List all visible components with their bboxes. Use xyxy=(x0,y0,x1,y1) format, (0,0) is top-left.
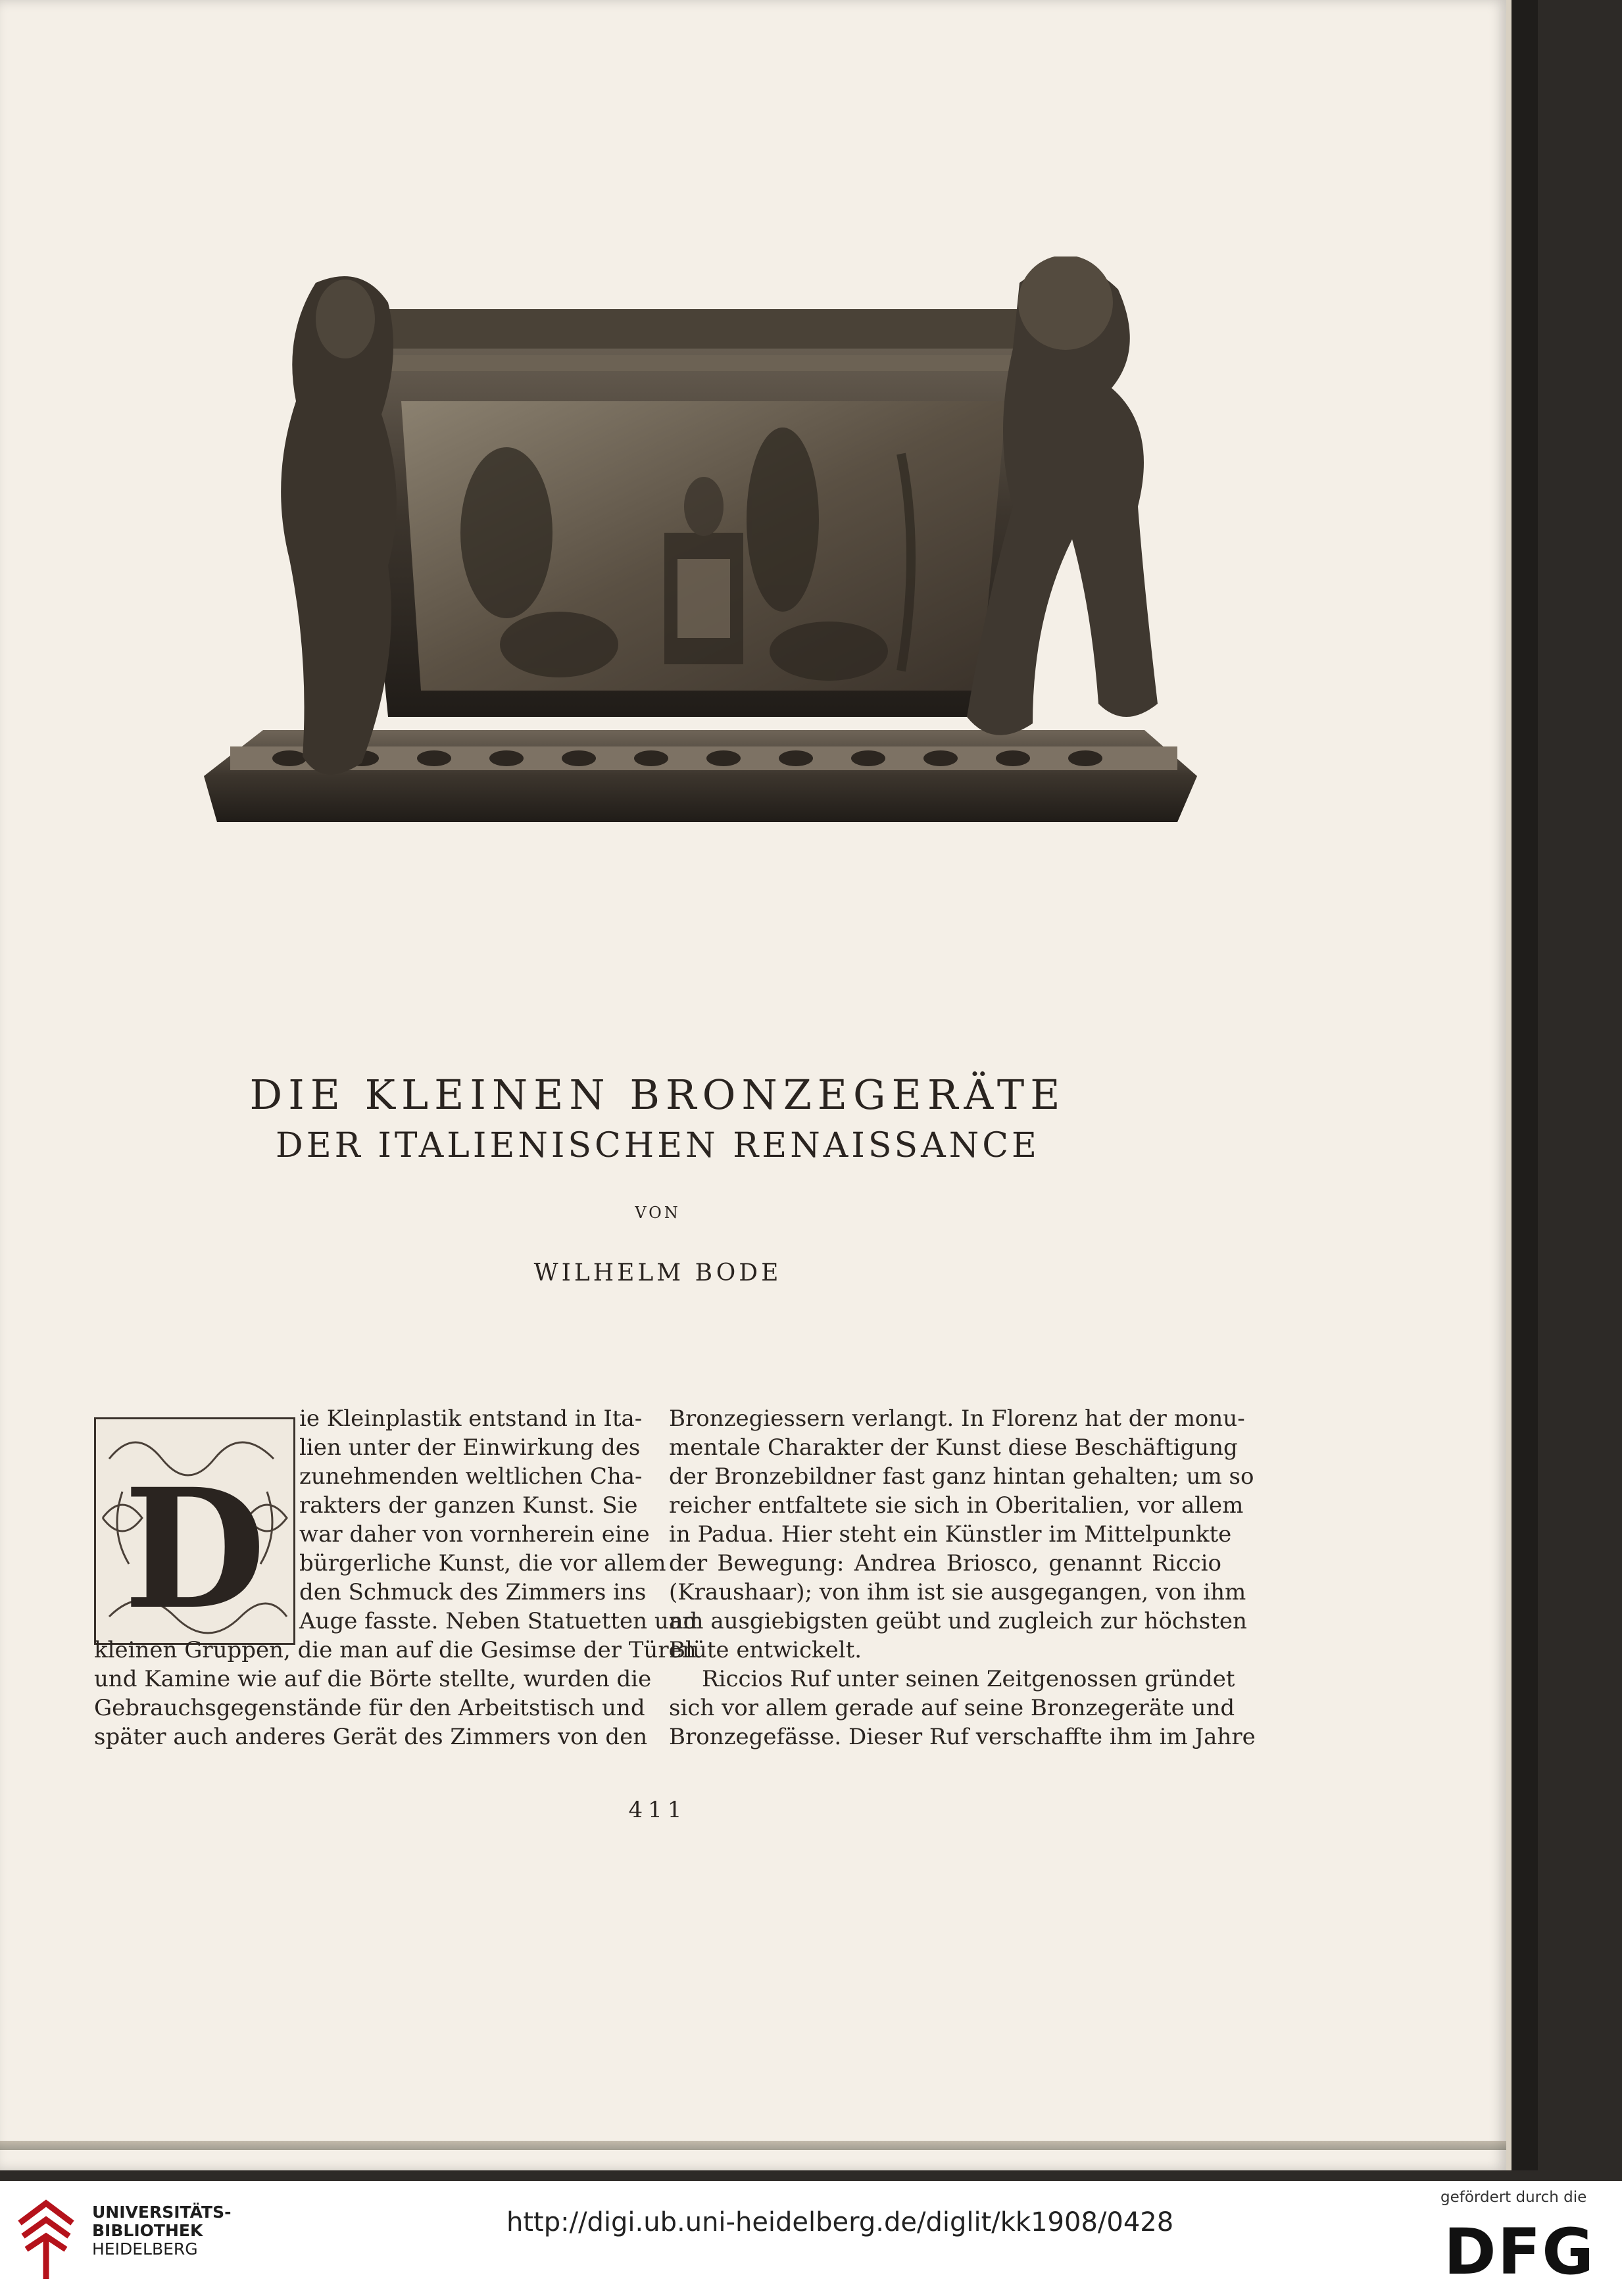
article-title-line-1: DIE KLEINEN BRONZEGERÄTE xyxy=(249,1071,1066,1119)
text-line: (Kraushaar); von ihm ist sie ausgegangen, von ihm xyxy=(669,1579,1246,1605)
article-title-line-2: DER ITALIENISCHEN RENAISSANCE xyxy=(276,1126,1040,1165)
text-line: Bronzegefässe. Dieser Ruf verschaffte ihm im Jahre xyxy=(669,1724,1256,1750)
text-line: der Bewegung: Andrea Briosco, genannt Riccio xyxy=(669,1550,1221,1576)
text-line: in Padua. Hier steht ein Künstler im Mittelpunkte xyxy=(669,1521,1232,1548)
initial-letter: D xyxy=(123,1452,266,1643)
dfg-logo: DFG xyxy=(1444,2215,1596,2289)
library-name xyxy=(92,2203,231,2259)
permalink-url[interactable]: http://digi.ub.uni-heidelberg.de/diglit/kk1908/0428 xyxy=(506,2207,1174,2237)
text-line: Riccios Ruf unter seinen Zeitgenossen gründet xyxy=(702,1666,1235,1692)
text-line: sich vor allem gerade auf seine Bronzegeräte und xyxy=(669,1695,1235,1721)
text-line: Bronzegiessern verlangt. In Florenz hat der monu- xyxy=(669,1405,1245,1432)
text-line: später auch anderes Gerät des Zimmers von den xyxy=(94,1724,648,1750)
funded-by-caption: gefördert durch die xyxy=(1440,2189,1587,2206)
page-edge xyxy=(1506,0,1511,2170)
bronze-casket-figure xyxy=(191,256,1217,835)
page-number: 411 xyxy=(628,1797,687,1823)
library-line-3: HEIDELBERG xyxy=(92,2239,198,2259)
text-line: den Schmuck des Zimmers ins xyxy=(299,1579,647,1605)
footer-bar xyxy=(0,2181,1622,2296)
university-library-logo-icon xyxy=(13,2197,79,2282)
decorated-initial xyxy=(94,1417,295,1645)
library-line-1: UNIVERSITÄTS- xyxy=(92,2203,232,2222)
initial-ornament xyxy=(96,1419,293,1643)
text-line: rakters der ganzen Kunst. Sie xyxy=(299,1492,638,1519)
text-line: Gebrauchsgegenstände für den Arbeitstisch und xyxy=(94,1695,645,1721)
text-line: Blüte entwickelt. xyxy=(669,1637,862,1663)
text-line: zunehmenden weltlichen Cha- xyxy=(299,1463,643,1490)
text-line: ie Kleinplastik entstand in Ita- xyxy=(299,1405,643,1432)
text-line: war daher von vornherein eine xyxy=(299,1521,650,1548)
text-line: lien unter der Einwirkung des xyxy=(299,1434,641,1461)
text-line: und Kamine wie auf die Börte stellte, wurden die xyxy=(94,1666,652,1692)
text-line: der Bronzebildner fast ganz hintan gehalten; um so xyxy=(669,1463,1254,1490)
author-name: WILHELM BODE xyxy=(533,1259,782,1286)
library-line-2: BIBLIOTHEK xyxy=(92,2221,203,2240)
page-ribbon xyxy=(0,2141,1506,2150)
text-line: am ausgiebigsten geübt und zugleich zur höchsten xyxy=(669,1608,1247,1634)
text-line: kleinen Gruppen, die man auf die Gesimse der Türen xyxy=(94,1637,697,1663)
text-line: mentale Charakter der Kunst diese Beschäftigung xyxy=(669,1434,1238,1461)
byline-von: VON xyxy=(635,1204,681,1222)
book-cover-edge xyxy=(1511,0,1538,2170)
text-line: reicher entfaltete sie sich in Oberitalien, vor allem xyxy=(669,1492,1244,1519)
text-line: bürgerliche Kunst, die vor allem xyxy=(299,1550,666,1576)
text-line: Auge fasste. Neben Statuetten und xyxy=(299,1608,698,1634)
